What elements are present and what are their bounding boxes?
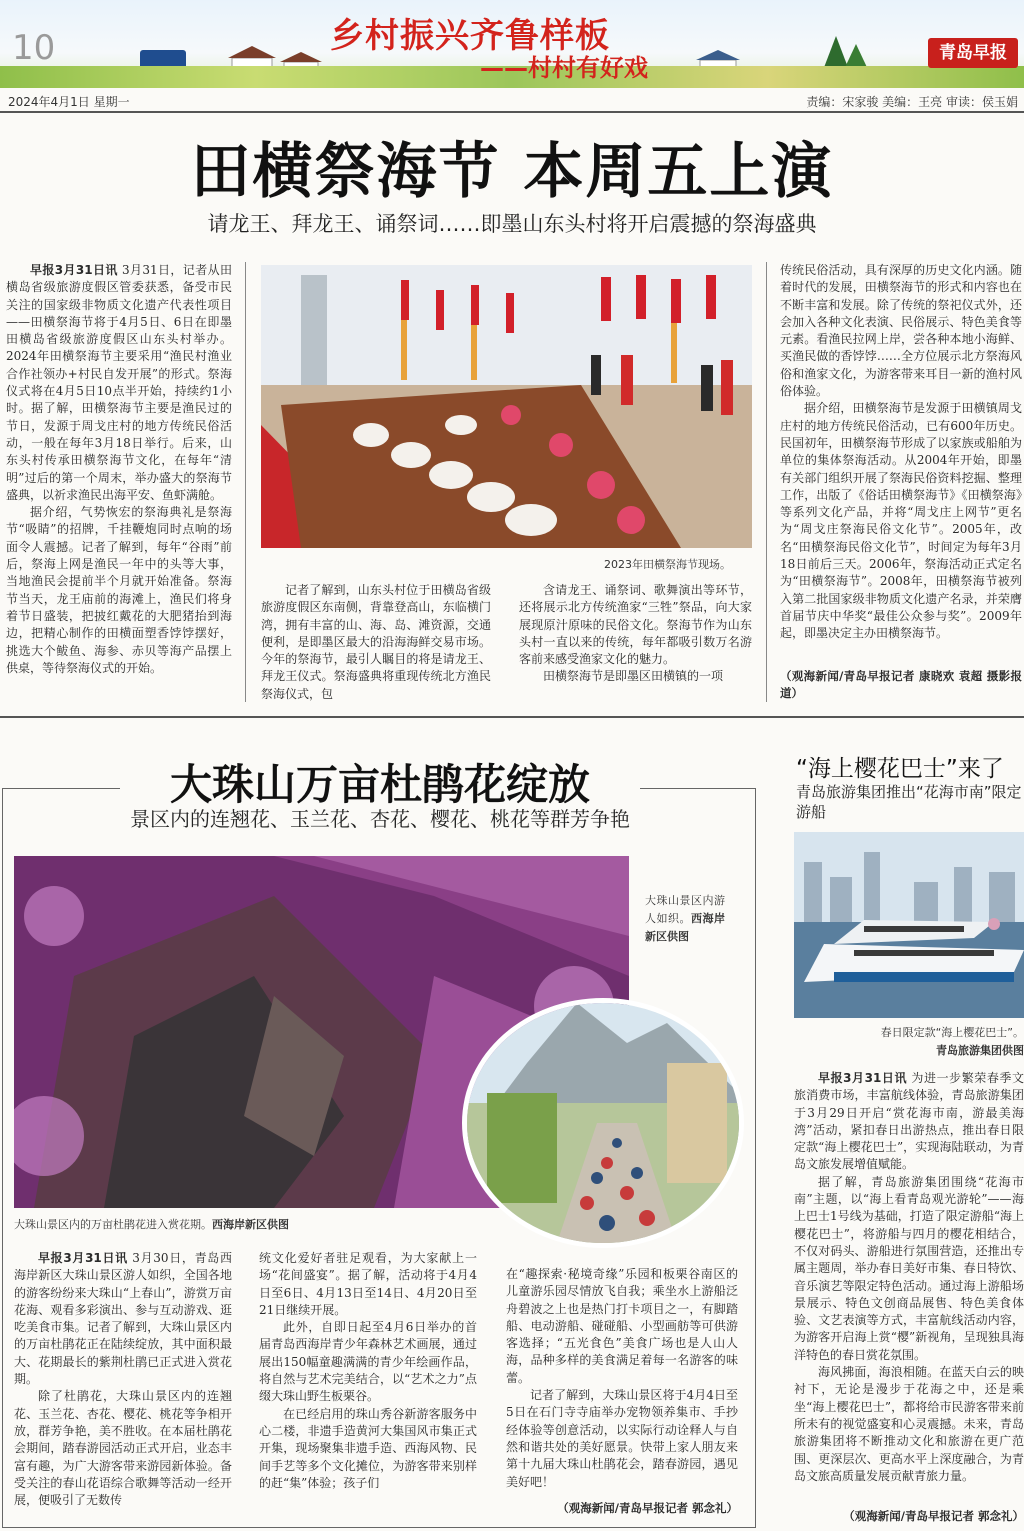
ferry-photo <box>794 832 1024 1018</box>
section-divider <box>0 716 1024 718</box>
dateline: 早报3月31日讯 <box>818 1071 908 1085</box>
ferry-photo-caption: 春日限定款“海上樱花巴士”。 青岛旅游集团供图 <box>794 1024 1024 1060</box>
article1-column-3: 含请龙王、诵祭词、歌舞演出等环节，还将展示北方传统渔家“三牲”祭品，向大家展现原汁原味的民俗文化。祭海节作为山东头村一直以来的传统，每年都吸引数万名游客前来感受渔家文化的魅力。 田横祭海节是即墨区田横镇的一项 <box>519 583 752 684</box>
azalea-photo-credit: 西海岸新区供图 <box>212 1218 289 1231</box>
newspaper-logo: 青岛早报 <box>928 38 1018 68</box>
article2-subheadline: 景区内的连翘花、玉兰花、杏花、樱花、桃花等群芳争艳 <box>130 807 630 831</box>
article2-column-2: 统文化爱好者驻足观看，为大家献上一场“花间盛宴”。据了解，活动将于4月4日至6日、4月13日至14日、4月20日至21日继续开展。 此外，自即日起至4月6日举办的首届青岛西海岸青少年森林艺术画展，通过展出150幅童趣满满的青少年绘画作品，将自然与艺术完美结合，以“艺术之力”点缀大珠山野生板栗谷。 在已经启用的珠山秀谷新游客服务中心二楼，非遗手造黄河大集国风市集正式开集，现场聚集非遗手造、西海风物、民间手艺等多个文化摊位，为游客带来别样的赶“集”体验；孩子们 <box>259 1251 477 1490</box>
article1-column-4: 传统民俗活动，具有深厚的历史文化内涵。随着时代的发展，田横祭海节的形式和内容也在不断丰富和发展。除了传统的祭祀仪式外，还会加入各种文化表演、民俗展示、特色美食等元素。看渔民拉网上岸，尝各种本地小海鲜、买渔民做的香饽饽……全方位展示北方祭海风俗和渔家文化，为游客带来耳目一新的渔村风俗体验。 据介绍，田横祭海节是发源于田横镇周戈庄村的地方传统民俗活动，已有600年历史。民国初年，田横祭海节形成了以家族或船舶为单位的集体祭海活动。从2004年开始，即墨有关部门组织开展了祭海民俗资料挖掘、整理工作，出版了《俗话田横祭海节》《田横祭海》等系列文化产品，并将“周戈庄上网节”更名为“周戈庄祭海民俗文化节”。2005年，改名“田横祭海民俗文化节”，时间定为每年3月18日前后三天。2006年，祭海活动正式定名为“田横祭海节”。2008年，田横祭海节被列入第二批国家级非物质文化遗产名录，并荣膺首届节庆中华奖“最佳公众参与奖”。2009年起，即墨决定主办田横祭海节。 <box>780 263 1022 641</box>
column-rule <box>766 262 767 702</box>
festival-scene-image <box>261 265 752 548</box>
article1-column-2: 记者了解到，山东头村位于田横岛省级旅游度假区东南侧，背靠登高山，东临横门湾，拥有丰富的山、海、岛、滩资源，交通便利，是即墨区最大的沿海海鲜交易市场。今年的祭海节，最引人瞩目的将是请龙王、拜龙王仪式。祭海盛典将重现传统北方渔民祭海仪式，包 <box>261 583 491 701</box>
ferry-photo-credit: 青岛旅游集团供图 <box>936 1044 1024 1057</box>
article1-headline: 田横祭海节 本周五上演 <box>190 137 834 207</box>
article3-subheadline: 青岛旅游集团推出“花海市南”限定游船 <box>796 783 1022 821</box>
page-number: 10 <box>12 28 56 68</box>
issue-date: 2024年4月1日 星期一 <box>8 95 130 109</box>
header-rule <box>0 111 1024 113</box>
festival-photo <box>261 265 752 548</box>
crowd-photo <box>462 998 744 1248</box>
crowd-photo-caption: 大珠山景区内游人如织。西海岸新区供图 <box>645 894 725 943</box>
article3-headline: “海上樱花巴士”来了 <box>796 756 1004 782</box>
dateline: 早报3月31日讯 <box>38 1251 128 1265</box>
article2-headline: 大珠山万亩杜鹃花绽放 <box>120 752 640 812</box>
section-subtitle: ——村村有好戏 <box>480 54 648 82</box>
article1-subheadline: 请龙王、拜龙王、诵祭词……即墨山东头村将开启震撼的祭海盛典 <box>207 212 817 236</box>
article2-column-3: 在“趣探索·秘境奇缘”乐园和板栗谷南区的儿童游乐园尽情放飞自我；乘坐水上游船泛舟碧波之上也是热门打卡项目之一，有脚踏船、电动游船、碰碰船、小型画舫等可供游客选择；“五光食色”美食广场也是人山人海，品种多样的美食满足着每一名游客的味蕾。 记者了解到，大珠山景区将于4月4日至5日在石门寺寺庙举办宠物领养集市、手抄经体验等创意活动，以实际行动诠释人与自然和谐共处的美好愿景。快带上家人朋友来第十九届大珠山杜鹃花会，踏春游园，遇见美好吧！ <box>506 1267 738 1489</box>
column-rule <box>245 262 246 702</box>
article1-column-1: 早报3月31日讯 3月31日，记者从田横岛省级旅游度假区管委获悉，备受市民关注的国家级非物质文化遗产代表性项目——田横祭海节将于4月5日、6日在即墨田横岛省级旅游度假区山东头村举办。2024年田横祭海节主要采用“渔民村渔业合作社领办+村民自发开展”的形式。祭海仪式将在4月5日10点半开始，持续约1小时。据了解，田横祭海节主要是渔民过的节日，发源于周戈庄村的地方传统民俗活动，一般在每年3月18日举行。后来，山东头村传承田横祭海节文化，在每年“清明”过后的第一个周末，举办盛大的祭海节盛典，以祈求渔民出海平安、鱼虾满舱。 据介绍，气势恢宏的祭海典礼是祭海节“吸睛”的招牌，千挂鞭炮同时点响的场面令人震撼。记者了解到，每年“谷雨”前后，祭海上网是渔民一年中的头等大事，当地渔民会提前半个月就开始准备。祭海节当天，龙王庙前的海滩上，渔民们将身着节日盛装，把披红戴花的大肥猪抬到海边，把精心制作的田横面塑香饽饽摆好，挑选大个鲅鱼、海参、赤贝等海产品摆上供桌，等待祭海仪式的开始。 <box>6 263 232 675</box>
section-title: 乡村振兴齐鲁样板 <box>330 16 610 56</box>
article2-column-1: 早报3月31日讯 3月30日，青岛西海岸新区大珠山景区游人如织，全国各地的游客纷纷来大珠山“上春山”，游赏万亩花海、观看多彩演出、参与互动游戏、逛吃美食市集。记者了解到，大珠山景区内的万亩杜鹃花正在陆续绽放，其中面积最大、花期最长的紫荆杜鹃已正式进入赏花期。 除了杜鹃花，大珠山景区内的连翘花、玉兰花、杏花、樱花、桃花等争相开放，群芳争艳，美不胜收。在本届杜鹃花会期间，踏春游园活动正式开启，业态丰富有趣，为广大游客带来游园新体验。备受关注的春山花语综合歌舞等活动一经开展，便吸引了无数传 <box>14 1251 232 1508</box>
article1-byline: （观海新闻/青岛早报记者 康晓欢 袁超 摄影报道） <box>780 669 1022 701</box>
festival-photo-caption: 2023年田横祭海节现场。 <box>604 558 731 571</box>
sightseeing-ferry-image <box>794 832 1024 1018</box>
editor-credits: 责编：宋家骏 美编：王亮 审读：侯玉娟 <box>806 95 1018 109</box>
article3-byline: （观海新闻/青岛早报记者 郭念礼） <box>843 1509 1024 1523</box>
azalea-photo-caption: 大珠山景区内的万亩杜鹃花进入赏花期。西海岸新区供图 <box>14 1218 289 1231</box>
article2-byline: （观海新闻/青岛早报记者 郭念礼） <box>557 1501 738 1515</box>
dateline: 早报3月31日讯 <box>30 263 118 277</box>
crowd-on-stairs-image <box>467 1003 739 1243</box>
crowd-photo-credit: 西海岸新区供图 <box>645 912 725 943</box>
article3-body: 早报3月31日讯 为进一步繁荣春季文旅消费市场，丰富航线体验，青岛旅游集团于3月29日开启“赏花海市南，游最美海湾”活动，紧扣春日出游热点，推出春日限定款“海上樱花巴士”，实现海陆联动，为青岛文旅发展增值赋能。 据了解，青岛旅游集团围绕“花海市南”主题，以“海上看青岛观光游轮”——海上巴士1号线为基础，打造了限定游船“海上樱花巴士”，将游船与四月的樱花相结合，不仅对码头、游船进行氛围营造，还推出专属主题周，举办春日美好市集、春日特饮、音乐演艺等限定特色活动。通过海上游船场景展示、特色文创商品展售、特色美食体验、文艺表演等方式，丰富航线活动内容，为游客开启海上赏“樱”新视角，呈现独具海洋特色的春日赏花氛围。 海风拂面，海浪相随。在蓝天白云的映衬下，无论是漫步于花海之中，还是乘坐“海上樱花巴士”，都将给市民游客带来前所未有的视觉盛宴和心灵震撼。未来，青岛旅游集团将不断推动文化和旅游在更广范围、更深层次、更高水平上深度融合，为青岛文旅高质量发展贡献青旅力量。 <box>794 1071 1024 1483</box>
